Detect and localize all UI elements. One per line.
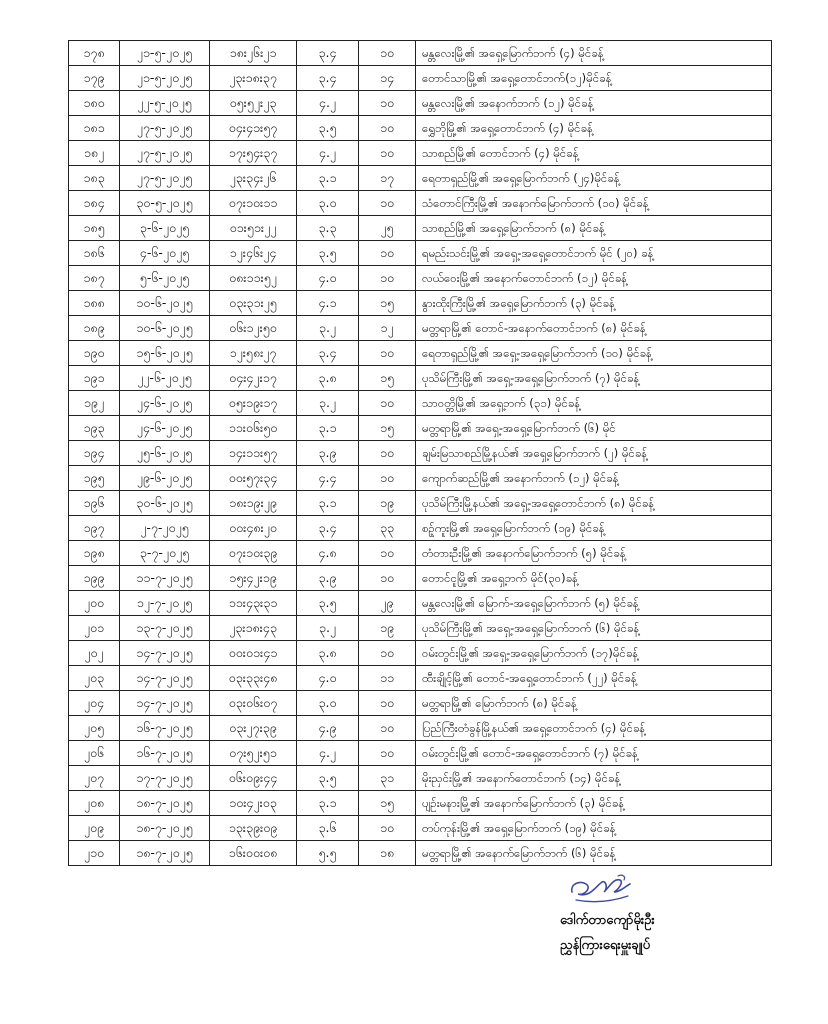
table-row bbox=[69, 266, 772, 291]
cell-depth: ၁၄ bbox=[359, 66, 416, 91]
cell-depth: ၃၃ bbox=[359, 516, 416, 541]
cell-depth: ၁၀ bbox=[359, 391, 416, 416]
cell-number: ၁၈၂ bbox=[69, 141, 120, 166]
cell-date: ၃၀-၅-၂၀၂၅ bbox=[120, 191, 210, 216]
cell-date: ၂၁-၅-၂၀၂၅ bbox=[120, 66, 210, 91]
cell-depth: ၁၅ bbox=[359, 291, 416, 316]
cell-date: ၁၁-၇-၂၀၂၅ bbox=[120, 566, 210, 591]
table-row bbox=[69, 216, 772, 241]
cell-time: ၀၈း၁၁း၅၂ bbox=[210, 266, 297, 291]
cell-time: ၀၀း၀၁း၄၁ bbox=[210, 641, 297, 666]
cell-number: ၂၁၀ bbox=[69, 841, 120, 866]
table-row bbox=[69, 541, 772, 566]
cell-date: ၂၇-၅-၂၀၂၅ bbox=[120, 116, 210, 141]
cell-time: ၁၄း၁၁း၅၇ bbox=[210, 441, 297, 466]
cell-location: လယ်ဝေးမြို့၏ အနောက်တောင်ဘက် (၁၂) မိုင်ခန့် bbox=[416, 266, 772, 291]
cell-time: ၀၃း၂၇း၃၉ bbox=[210, 716, 297, 741]
cell-magnitude: ၄.၉ bbox=[297, 716, 359, 741]
cell-location: ပျဉ်းမနားမြို့၏ အနောက်မြောက်ဘက် (၃) မိုင်ခန့် bbox=[416, 791, 772, 816]
cell-time: ၁၁း၄၃း၃၁ bbox=[210, 591, 297, 616]
table-row bbox=[69, 641, 772, 666]
cell-depth: ၁၀ bbox=[359, 641, 416, 666]
table-row bbox=[69, 166, 772, 191]
cell-time: ၀၄း၄၁း၅၇ bbox=[210, 116, 297, 141]
table-row bbox=[69, 816, 772, 841]
cell-time: ၂၃း၁၈း၃၇ bbox=[210, 66, 297, 91]
cell-location: သာစည်မြို့၏ တောင်ဘက် (၄) မိုင်ခန့် bbox=[416, 141, 772, 166]
table-row bbox=[69, 441, 772, 466]
cell-number: ၁၈၈ bbox=[69, 291, 120, 316]
table-row bbox=[69, 241, 772, 266]
cell-number: ၂၀၇ bbox=[69, 766, 120, 791]
cell-location: ထီးချိုင့်မြို့၏ တောင်-အရှေ့တောင်ဘက် (၂၂) မိုင်ခန့် bbox=[416, 666, 772, 691]
cell-location: သံတောင်ကြီးမြို့၏ အနောက်မြောက်ဘက် (၁၀) မိုင်ခန့် bbox=[416, 191, 772, 216]
cell-location: ရွှေဘိုမြို့၏ အရှေ့တောင်ဘက် (၄) မိုင်ခန့် bbox=[416, 116, 772, 141]
cell-location: ပုသိမ်ကြီးမြို့၏ အရှေ့-အရှေ့မြောက်ဘက် (၆) မိုင်ခန့် bbox=[416, 616, 772, 641]
cell-magnitude: ၄.၂ bbox=[297, 141, 359, 166]
cell-date: ၂၇-၅-၂၀၂၅ bbox=[120, 166, 210, 191]
cell-number: ၂၀၅ bbox=[69, 716, 120, 741]
cell-date: ၁၃-၇-၂၀၂၅ bbox=[120, 616, 210, 641]
cell-depth: ၁၀ bbox=[359, 741, 416, 766]
cell-number: ၂၀၉ bbox=[69, 816, 120, 841]
cell-time: ၁၈း၂၆း၂၁ bbox=[210, 41, 297, 66]
cell-depth: ၁၀ bbox=[359, 691, 416, 716]
cell-date: ၂၂-၅-၂၀၂၅ bbox=[120, 91, 210, 116]
cell-date: ၁၅-၆-၂၀၂၅ bbox=[120, 341, 210, 366]
cell-number: ၂၀၂ bbox=[69, 641, 120, 666]
cell-date: ၁၀-၆-၂၀၂၅ bbox=[120, 291, 210, 316]
cell-location: မတ္တရာမြို့၏ တောင်-အနောက်တောင်ဘက် (၈) မိုင်ခန့် bbox=[416, 316, 772, 341]
table-row bbox=[69, 316, 772, 341]
cell-magnitude: ၃.၁ bbox=[297, 491, 359, 516]
cell-date: ၂၄-၆-၂၀၂၅ bbox=[120, 391, 210, 416]
cell-magnitude: ၄.၀ bbox=[297, 266, 359, 291]
cell-depth: ၁၅ bbox=[359, 416, 416, 441]
cell-magnitude: ၃.၁ bbox=[297, 166, 359, 191]
cell-location: ဝမ်းတွင်းမြို့၏ တောင်-အရှေ့တောင်ဘက် (၇) မိုင်ခန့် bbox=[416, 741, 772, 766]
table-row bbox=[69, 341, 772, 366]
cell-depth: ၃၁ bbox=[359, 766, 416, 791]
cell-depth: ၁၀ bbox=[359, 716, 416, 741]
cell-magnitude: ၄.၂ bbox=[297, 91, 359, 116]
cell-location: မတ္တရာမြို့၏ မြောက်ဘက် (၈) မိုင်ခန့် bbox=[416, 691, 772, 716]
earthquake-table bbox=[68, 40, 772, 866]
cell-magnitude: ၄.၂ bbox=[297, 741, 359, 766]
cell-time: ၀၄း၄၂း၁၇ bbox=[210, 366, 297, 391]
cell-magnitude: ၃.၄ bbox=[297, 66, 359, 91]
cell-depth: ၂၅ bbox=[359, 216, 416, 241]
cell-location: ရေတာရှည်မြို့၏ အရှေ့မြောက်ဘက် (၂၄)မိုင်ခန့် bbox=[416, 166, 772, 191]
cell-magnitude: ၃.၂ bbox=[297, 391, 359, 416]
cell-magnitude: ၃.၁ bbox=[297, 791, 359, 816]
cell-depth: ၁၀ bbox=[359, 41, 416, 66]
cell-time: ၀၀း၄၈း၂၀ bbox=[210, 516, 297, 541]
cell-number: ၁၉၇ bbox=[69, 516, 120, 541]
cell-magnitude: ၄.၀ bbox=[297, 666, 359, 691]
cell-number: ၁၉၂ bbox=[69, 391, 120, 416]
cell-number: ၁၈၅ bbox=[69, 216, 120, 241]
cell-number: ၂၀၄ bbox=[69, 691, 120, 716]
cell-location: ပုသိမ်ကြီးမြို့နယ်၏ အရှေ့-အရှေ့တောင်ဘက် (၈) မိုင်ခန့် bbox=[416, 491, 772, 516]
table-row bbox=[69, 566, 772, 591]
cell-date: ၄-၆-၂၀၂၅ bbox=[120, 241, 210, 266]
cell-number: ၁၉၁ bbox=[69, 366, 120, 391]
cell-number: ၁၈၇ bbox=[69, 266, 120, 291]
cell-depth: ၁၀ bbox=[359, 566, 416, 591]
cell-date: ၃-၇-၂၀၂၅ bbox=[120, 541, 210, 566]
cell-time: ၀၃း၃၁း၂၅ bbox=[210, 291, 297, 316]
table-row bbox=[69, 791, 772, 816]
table-row bbox=[69, 366, 772, 391]
cell-number: ၁၉၃ bbox=[69, 416, 120, 441]
cell-location: တပ်ကုန်းမြို့၏ အရှေ့မြောက်ဘက် (၁၉) မိုင်ခန့် bbox=[416, 816, 772, 841]
table-row bbox=[69, 741, 772, 766]
cell-date: ၁၈-၇-၂၀၂၅ bbox=[120, 841, 210, 866]
cell-date: ၁၆-၇-၂၀၂၅ bbox=[120, 741, 210, 766]
cell-magnitude: ၃.၉ bbox=[297, 441, 359, 466]
cell-magnitude: ၄.၈ bbox=[297, 541, 359, 566]
cell-magnitude: ၃.၅ bbox=[297, 241, 359, 266]
cell-location: ဝမ်းတွင်းမြို့၏ အရှေ့-အရှေ့မြောက်ဘက် (၁၇)မိုင်ခန့် bbox=[416, 641, 772, 666]
table-row bbox=[69, 691, 772, 716]
cell-date: ၁၄-၇-၂၀၂၅ bbox=[120, 691, 210, 716]
cell-number: ၁၉၅ bbox=[69, 466, 120, 491]
cell-magnitude: ၃.၅ bbox=[297, 766, 359, 791]
cell-time: ၁၇း၅၄း၃၇ bbox=[210, 141, 297, 166]
cell-location: မန္တလေးမြို့၏ မြောက်-အရှေ့မြောက်ဘက် (၅) မိုင်ခန့် bbox=[416, 591, 772, 616]
cell-number: ၁၉၈ bbox=[69, 541, 120, 566]
cell-depth: ၁၅ bbox=[359, 366, 416, 391]
cell-depth: ၁၀ bbox=[359, 266, 416, 291]
cell-time: ၀၅း၅၂း၂၃ bbox=[210, 91, 297, 116]
cell-number: ၂၀၃ bbox=[69, 666, 120, 691]
cell-time: ၁၁း၀၆း၅၀ bbox=[210, 416, 297, 441]
cell-time: ၀၁း၅၁း၂၂ bbox=[210, 216, 297, 241]
cell-magnitude: ၃.၉ bbox=[297, 566, 359, 591]
cell-depth: ၁၀ bbox=[359, 341, 416, 366]
cell-magnitude: ၃.၀ bbox=[297, 691, 359, 716]
table-row bbox=[69, 141, 772, 166]
cell-time: ၂၃း၃၄း၂၆ bbox=[210, 166, 297, 191]
cell-magnitude: ၃.၂ bbox=[297, 316, 359, 341]
cell-number: ၁၈၁ bbox=[69, 116, 120, 141]
cell-date: ၃-၆-၂၀၂၅ bbox=[120, 216, 210, 241]
cell-number: ၁၇၈ bbox=[69, 41, 120, 66]
cell-date: ၃၀-၆-၂၀၂၅ bbox=[120, 491, 210, 516]
cell-location: ပြည်ကြီးတံခွန်မြို့နယ်၏ အရှေ့တောင်ဘက် (၄) မိုင်ခန့် bbox=[416, 716, 772, 741]
cell-magnitude: ၃.၈ bbox=[297, 366, 359, 391]
cell-location: ရေတာရှည်မြို့၏ အရှေ့-အရှေ့မြောက်ဘက် (၁၀) မိုင်ခန့် bbox=[416, 341, 772, 366]
cell-date: ၁၆-၇-၂၀၂၅ bbox=[120, 716, 210, 741]
cell-magnitude: ၃.၅ bbox=[297, 116, 359, 141]
cell-number: ၁၈၉ bbox=[69, 316, 120, 341]
cell-depth: ၁၂ bbox=[359, 316, 416, 341]
table-row bbox=[69, 591, 772, 616]
table-row bbox=[69, 291, 772, 316]
cell-location: ပုသိမ်ကြီးမြို့၏ အရှေ့-အရှေ့မြောက်ဘက် (၇) မိုင်ခန့် bbox=[416, 366, 772, 391]
cell-time: ၀၅း၁၉း၁၇ bbox=[210, 391, 297, 416]
cell-date: ၁၇-၇-၂၀၂၅ bbox=[120, 766, 210, 791]
cell-time: ၁၀း၄၂း၀၃ bbox=[210, 791, 297, 816]
cell-number: ၂၀၆ bbox=[69, 741, 120, 766]
table-row bbox=[69, 841, 772, 866]
signatory-title: ညွှန်ကြားရေးမှူးချုပ် bbox=[560, 938, 651, 953]
cell-number: ၁၉၀ bbox=[69, 341, 120, 366]
cell-time: ၀၀း၅၇း၃၄ bbox=[210, 466, 297, 491]
cell-time: ၀၇း၁၀း၃၉ bbox=[210, 541, 297, 566]
cell-magnitude: ၄.၁ bbox=[297, 291, 359, 316]
table-row bbox=[69, 666, 772, 691]
cell-date: ၂၇-၅-၂၀၂၅ bbox=[120, 141, 210, 166]
cell-time: ၀၃း၀၆း၀၇ bbox=[210, 691, 297, 716]
cell-location: မန္တလေးမြို့၏ အရှေ့မြောက်ဘက် (၄) မိုင်ခန့် bbox=[416, 41, 772, 66]
cell-time: ၁၂း၅၈း၂၇ bbox=[210, 341, 297, 366]
cell-location: တောင်ငူမြို့၏ အရှေ့ဘက် မိုင်(၃၀)ခန့် bbox=[416, 566, 772, 591]
cell-date: ၂-၇-၂၀၂၅ bbox=[120, 516, 210, 541]
cell-number: ၁၉၄ bbox=[69, 441, 120, 466]
cell-magnitude: ၃.၄ bbox=[297, 516, 359, 541]
cell-depth: ၁၀ bbox=[359, 466, 416, 491]
cell-location: သာစည်မြို့၏ အရှေ့မြောက်ဘက် (၈) မိုင်ခန့် bbox=[416, 216, 772, 241]
cell-date: ၂၅-၆-၂၀၂၅ bbox=[120, 441, 210, 466]
table-row bbox=[69, 491, 772, 516]
cell-depth: ၁၀ bbox=[359, 541, 416, 566]
cell-time: ၀၆း၀၉း၄၄ bbox=[210, 766, 297, 791]
cell-depth: ၁၉ bbox=[359, 616, 416, 641]
cell-magnitude: ၃.၈ bbox=[297, 641, 359, 666]
cell-location: နွားထိုးကြီးမြို့၏ အရှေ့မြောက်ဘက် (၃) မိုင်ခန့် bbox=[416, 291, 772, 316]
cell-depth: ၁၇ bbox=[359, 166, 416, 191]
cell-number: ၁၈၄ bbox=[69, 191, 120, 216]
table-row bbox=[69, 191, 772, 216]
cell-time: ၁၆း၀၀း၀၈ bbox=[210, 841, 297, 866]
table-row bbox=[69, 116, 772, 141]
cell-depth: ၁၉ bbox=[359, 491, 416, 516]
cell-magnitude: ၅.၅ bbox=[297, 841, 359, 866]
table-row bbox=[69, 766, 772, 791]
cell-location: စဉ့်ကူးမြို့၏ အရှေ့မြောက်ဘက် (၁၉) မိုင်ခန့် bbox=[416, 516, 772, 541]
cell-magnitude: ၃.၀ bbox=[297, 191, 359, 216]
cell-magnitude: ၃.၄ bbox=[297, 341, 359, 366]
cell-depth: ၁၀ bbox=[359, 91, 416, 116]
cell-depth: ၁၀ bbox=[359, 816, 416, 841]
cell-number: ၁၉၉ bbox=[69, 566, 120, 591]
cell-number: ၁၈၆ bbox=[69, 241, 120, 266]
cell-magnitude: ၃.၅ bbox=[297, 591, 359, 616]
cell-magnitude: ၃.၆ bbox=[297, 816, 359, 841]
table-row bbox=[69, 91, 772, 116]
cell-depth: ၁၀ bbox=[359, 441, 416, 466]
cell-time: ၁၈း၁၉း၂၉ bbox=[210, 491, 297, 516]
cell-magnitude: ၃.၃ bbox=[297, 216, 359, 241]
table-row bbox=[69, 616, 772, 641]
cell-date: ၂၄-၆-၂၀၂၅ bbox=[120, 416, 210, 441]
cell-date: ၂၂-၆-၂၀၂၅ bbox=[120, 366, 210, 391]
cell-depth: ၁၅ bbox=[359, 791, 416, 816]
cell-date: ၂၁-၅-၂၀၂၅ bbox=[120, 41, 210, 66]
table-row bbox=[69, 66, 772, 91]
signatory-name: ဒေါက်တာကျော်မိုးဦး bbox=[560, 913, 655, 928]
table-row bbox=[69, 516, 772, 541]
cell-location: ရမည်းသင်းမြို့၏ အရှေ့-အရှေ့တောင်ဘက် မိုင် (၂၀) ခန့် bbox=[416, 241, 772, 266]
cell-time: ၀၇း၁၀း၁၁ bbox=[210, 191, 297, 216]
cell-date: ၁၄-၇-၂၀၂၅ bbox=[120, 641, 210, 666]
cell-location: ချမ်းမြသာစည်မြို့နယ်၏ အရှေ့မြောက်ဘက် (၂) မိုင်ခန့် bbox=[416, 441, 772, 466]
cell-number: ၂၀၈ bbox=[69, 791, 120, 816]
table-row bbox=[69, 391, 772, 416]
cell-time: ၂၃း၁၈း၄၃ bbox=[210, 616, 297, 641]
cell-number: ၁၉၆ bbox=[69, 491, 120, 516]
cell-date: ၁၄-၇-၂၀၂၅ bbox=[120, 666, 210, 691]
cell-date: ၅-၆-၂၀၂၅ bbox=[120, 266, 210, 291]
cell-number: ၂၀၀ bbox=[69, 591, 120, 616]
cell-location: မတ္တရာမြို့၏ အနောက်မြောက်ဘက် (၆) မိုင်ခန့် bbox=[416, 841, 772, 866]
cell-depth: ၁၀ bbox=[359, 116, 416, 141]
cell-depth: ၁၁ bbox=[359, 666, 416, 691]
cell-location: သာဝတ္တိမြို့၏ အရှေ့ဘက် (၃၁) မိုင်ခန့် bbox=[416, 391, 772, 416]
cell-depth: ၁၀ bbox=[359, 191, 416, 216]
cell-date: ၂၉-၆-၂၀၂၅ bbox=[120, 466, 210, 491]
cell-depth: ၁၀ bbox=[359, 141, 416, 166]
cell-number: ၁၈၃ bbox=[69, 166, 120, 191]
cell-magnitude: ၃.၄ bbox=[297, 41, 359, 66]
cell-depth: ၂၉ bbox=[359, 591, 416, 616]
table-row bbox=[69, 416, 772, 441]
cell-location: တံတားဦးမြို့၏ အနောက်မြောက်ဘက် (၅) မိုင်ခန့် bbox=[416, 541, 772, 566]
cell-date: ၁၀-၆-၂၀၂၅ bbox=[120, 316, 210, 341]
table-row bbox=[69, 466, 772, 491]
cell-time: ၀၆း၁၂း၅၀ bbox=[210, 316, 297, 341]
handwritten-signature bbox=[566, 872, 640, 906]
cell-magnitude: ၃.၁ bbox=[297, 416, 359, 441]
cell-time: ၁၅း၄၂း၁၉ bbox=[210, 566, 297, 591]
cell-location: တောင်သာမြို့၏ အရှေ့တောင်ဘက်(၁၂)မိုင်ခန့် bbox=[416, 66, 772, 91]
cell-number: ၁၇၉ bbox=[69, 66, 120, 91]
table-row bbox=[69, 716, 772, 741]
cell-location: မတ္တရာမြို့၏ အရှေ့-အရှေ့မြောက်ဘက် (၆) မိုင် bbox=[416, 416, 772, 441]
cell-date: ၁၈-၇-၂၀၂၅ bbox=[120, 791, 210, 816]
cell-location: ကျောက်ဆည်မြို့၏ အနောက်ဘက် (၁၂) မိုင်ခန့် bbox=[416, 466, 772, 491]
cell-number: ၁၈၀ bbox=[69, 91, 120, 116]
cell-time: ၁၃း၃၉း၀၉ bbox=[210, 816, 297, 841]
cell-time: ၀၇း၅၂း၅၁ bbox=[210, 741, 297, 766]
cell-time: ၀၃း၃၃း၄၈ bbox=[210, 666, 297, 691]
cell-magnitude: ၄.၄ bbox=[297, 466, 359, 491]
cell-depth: ၁၈ bbox=[359, 841, 416, 866]
cell-number: ၂၀၁ bbox=[69, 616, 120, 641]
cell-depth: ၁၀ bbox=[359, 241, 416, 266]
cell-magnitude: ၃.၂ bbox=[297, 616, 359, 641]
cell-location: မိုးညှင်းမြို့၏ အနောက်တောင်ဘက် (၁၄) မိုင်ခန့် bbox=[416, 766, 772, 791]
cell-location: မန္တလေးမြို့၏ အနောက်ဘက် (၁၂) မိုင်ခန့် bbox=[416, 91, 772, 116]
cell-date: ၁၈-၇-၂၀၂၅ bbox=[120, 816, 210, 841]
cell-date: ၁၂-၇-၂၀၂၅ bbox=[120, 591, 210, 616]
cell-time: ၁၂း၄၆း၂၄ bbox=[210, 241, 297, 266]
table-row bbox=[69, 41, 772, 66]
